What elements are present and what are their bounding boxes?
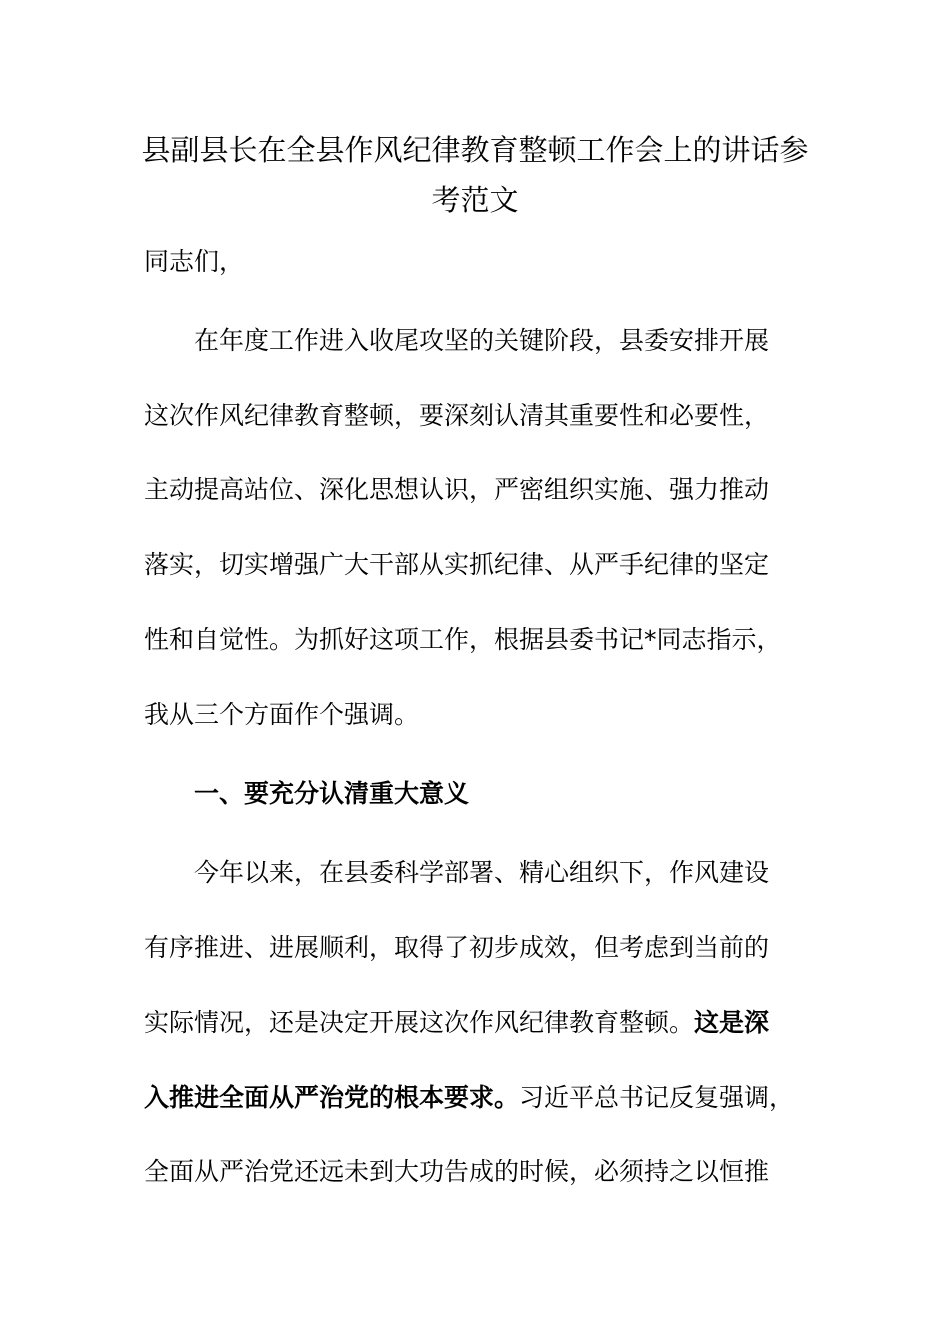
paragraph2-line: 全面从严治党还远未到大功告成的时候，必须持之以恒推 [144, 1157, 770, 1186]
paragraph2-line [144, 1005, 769, 1041]
emphasis-text: 这是深 [694, 1008, 770, 1037]
paragraph2-text: 习近平总书记反复强调， [519, 1083, 795, 1112]
paragraph1-line: 性和自觉性。为抓好这项工作，根据县委书记*同志指示， [144, 625, 782, 654]
paragraph2-text: 实际情况，还是决定开展这次作风纪律教育整顿。 [144, 1008, 695, 1037]
paragraph1-line: 我从三个方面作个强调。 [144, 700, 420, 729]
paragraph2-line [144, 1080, 794, 1116]
emphasis-text: 入推进全面从严治党的根本要求。 [144, 1083, 520, 1112]
paragraph1-line: 落实，切实增强广大干部从实抓纪律、从严手纪律的坚定 [144, 550, 770, 579]
salutation: 同志们， [144, 247, 245, 276]
section-heading: 一、要充分认清重大意义 [194, 779, 470, 808]
document-title-line-2: 考范文 [431, 183, 519, 217]
paragraph2-line: 今年以来，在县委科学部署、精心组织下，作风建设 [194, 858, 770, 887]
paragraph1-line: 这次作风纪律教育整顿，要深刻认清其重要性和必要性， [144, 401, 770, 430]
document-title-line-1: 县副县长在全县作风纪律教育整顿工作会上的讲话参 [141, 133, 809, 167]
paragraph2-line: 有序推进、进展顺利，取得了初步成效，但考虑到当前的 [144, 933, 770, 962]
paragraph1-line: 主动提高站位、深化思想认识，严密组织实施、强力推动 [144, 475, 770, 504]
paragraph1-line: 在年度工作进入收尾攻坚的关键阶段，县委安排开展 [194, 326, 770, 355]
